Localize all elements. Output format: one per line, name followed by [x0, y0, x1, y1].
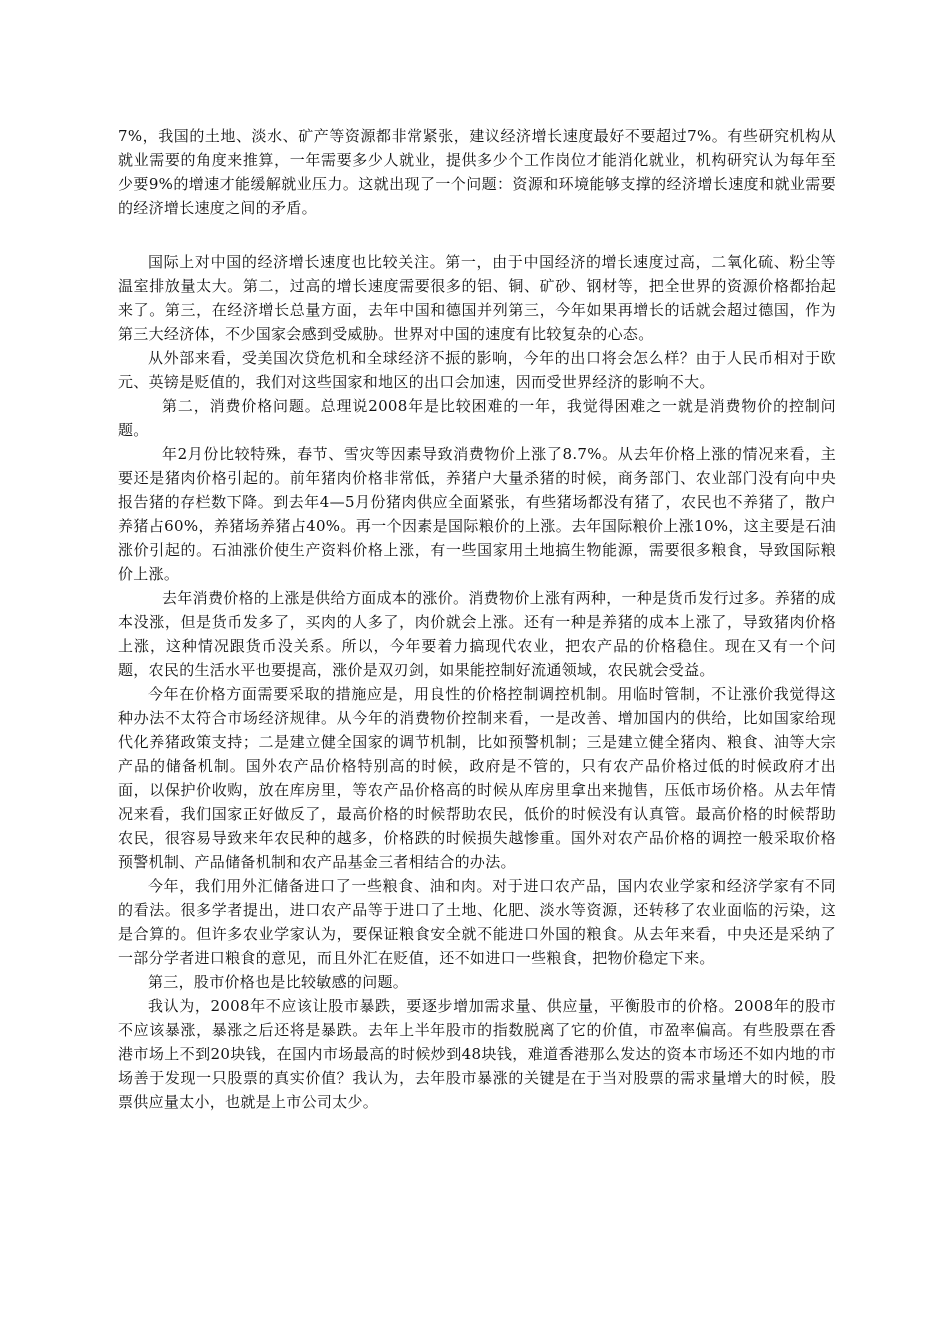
paragraph-stock-price-heading: 第三，股市价格也是比较敏感的问题。: [148, 973, 409, 991]
paragraph-grain-imports: 今年，我们用外汇储备进口了一些粮食、油和肉。对于进口农产品，国内农业学家和经济学家有不同的看法。很多学者提出，进口农产品等于进口了土地、化肥、淡水等资源，还转移了农业面临的污染，这是合算的。但许多农业学家认为，要保证粮食安全就不能进口外国的粮食。从去年来看，中央还是采纳了一部分学者进口粮食的意见，而且外汇在贬值，还不如进口一些粮食，把物价稳定下来。: [118, 877, 836, 967]
paragraph-stock-market: 我认为，2008年不应该让股市暴跌，要逐步增加需求量、供应量，平衡股市的价格。2008年的股市不应该暴涨，暴涨之后还将是暴跌。去年上半年股市的指数脱离了它的价值，市盈率偏高。有些股票在香港市场上不到20块钱，在国内市场最高的时候炒到48块钱，难道香港那么发达的资本市场还不如内地的市场善于发现一只股票的真实价值？我认为，去年股市暴涨的关键是在于当对股票的需求量增大的时候，股票供应量太小，也就是上市公司太少。: [118, 997, 836, 1111]
paragraph-price-control-measures: 今年在价格方面需要采取的措施应是，用良性的价格控制调控机制。用临时管制，不让涨价我觉得这种办法不太符合市场经济规律。从今年的消费物价控制来看，一是改善、增加国内的供给，比如国家给现代化养猪政策支持；二是建立健全国家的调节机制，比如预警机制；三是建立健全猪肉、粮食、油等大宗产品的储备机制。国外农产品价格特别高的时候，政府是不管的，只有农产品价格过低的时候政府才出面，以保护价收购，放在库房里，等农产品价格高的时候从库房里拿出来抛售，压低市场价格。从去年情况来看，我们国家正好做反了，最高价格的时候帮助农民，低价的时候没有认真管。最高价格的时候帮助农民，很容易导致来年农民种的越多，价格跌的时候损失越惨重。国外对农产品价格的调控一般采取价格预警机制、产品储备机制和农产品基金三者相结合的办法。: [118, 685, 836, 871]
paragraph-pork-price: 年2月份比较特殊，春节、雪灾等因素导致消费物价上涨了8.7%。从去年价格上涨的情况来看，主要还是猪肉价格引起的。前年猪肉价格非常低，养猪户大量杀猪的时候，商务部门、农业部门没有向中央报告猪的存栏数下降。到去年4—5月份猪肉供应全面紧张，有些猪场都没有猪了，农民也不养猪了，散户养猪占60%，养猪场养猪占40%。再一个因素是国际粮价的上涨。去年国际粮价上涨10%，这主要是石油涨价引起的。石油涨价使生产资料价格上涨，有一些国家用土地搞生物能源，需要很多粮食，导致国际粮价上涨。: [118, 445, 836, 583]
paragraph-international-attention: 国际上对中国的经济增长速度也比较关注。第一，由于中国经济的增长速度过高，二氧化硫、粉尘等温室排放量太大。第二，过高的增长速度需要很多的铝、铜、矿砂、钢材等，把全世界的资源价格都抬起来了。第三，在经济增长总量方面，去年中国和德国并列第三，今年如果再增长的话就会超过德国，作为第三大经济体，不少国家会感到受威胁。世界对中国的速度有比较复杂的心态。: [118, 253, 836, 343]
paragraph-external-export: 从外部来看，受美国次贷危机和全球经济不振的影响，今年的出口将会怎么样？由于人民币相对于欧元、英镑是贬值的，我们对这些国家和地区的出口会加速，因而受世界经济的影响不大。: [118, 349, 836, 391]
document-body: [118, 124, 836, 1114]
paragraph-consumer-price-heading: 第二，消费价格问题。总理说2008年是比较困难的一年，我觉得困难之一就是消费物价的控制问题。: [118, 397, 836, 439]
paragraph-cost-push: 去年消费价格的上涨是供给方面成本的涨价。消费物价上涨有两种，一种是货币发行过多。养猪的成本没涨，但是货币发多了，买肉的人多了，肉价就会上涨。还有一种是养猪的成本上涨了，导致猪肉价格上涨，这种情况跟货币没关系。所以，今年要着力搞现代农业，把农产品的价格稳住。现在又有一个问题，农民的生活水平也要提高，涨价是双刃剑，如果能控制好流通领域，农民就会受益。: [118, 589, 836, 679]
paragraph-growth-limits: 7%，我国的土地、淡水、矿产等资源都非常紧张，建议经济增长速度最好不要超过7%。有些研究机构从就业需要的角度来推算，一年需要多少人就业，提供多少个工作岗位才能消化就业，机构研究认为每年至少要9%的增速才能缓解就业压力。这就出现了一个问题：资源和环境能够支撑的经济增长速度和就业需要的经济增长速度之间的矛盾。: [118, 127, 836, 217]
